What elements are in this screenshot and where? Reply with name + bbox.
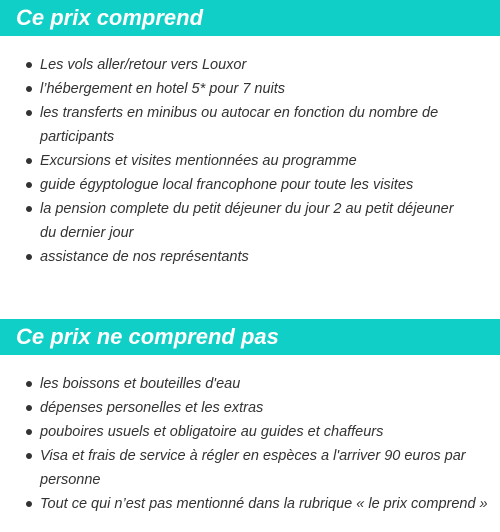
- list-item: [0, 197, 500, 245]
- bullet-icon: [26, 62, 32, 68]
- list-item-text: Visa et frais de service à régler en espèces a l'arriver 90 euros par personne: [40, 448, 466, 488]
- list-item-text: Excursions et visites mentionnées au programme: [40, 153, 357, 169]
- included-header: [0, 0, 500, 36]
- list-item: [0, 372, 500, 396]
- bullet-icon: [26, 429, 32, 435]
- list-item: [0, 101, 500, 149]
- bullet-icon: [26, 158, 32, 164]
- bullet-icon: [26, 453, 32, 459]
- list-item-text: guide égyptologue local francophone pour toute les visites: [40, 177, 414, 193]
- list-item-text: Tout ce qui n’est pas mentionné dans la rubrique « le prix comprend »: [40, 496, 488, 512]
- included-title: Ce prix comprend: [16, 5, 204, 30]
- list-item-text: l’hébergement en hotel 5* pour 7 nuits: [40, 81, 286, 97]
- list-item-text: la pension complete du petit déjeuner du jour 2 au petit déjeuner du dernier jour: [40, 201, 454, 241]
- bullet-icon: [26, 182, 32, 188]
- list-item-text: les boissons et bouteilles d'eau: [40, 376, 241, 392]
- list-item: [0, 492, 500, 516]
- list-item: [0, 149, 500, 173]
- list-item-text: les transferts en minibus ou autocar en fonction du nombre de participants: [40, 105, 439, 145]
- bullet-icon: [26, 110, 32, 116]
- list-item: [0, 53, 500, 77]
- excluded-header: [0, 319, 500, 355]
- excluded-list: [0, 372, 500, 516]
- list-item: [0, 396, 500, 420]
- bullet-icon: [26, 86, 32, 92]
- list-item: [0, 77, 500, 101]
- list-item: [0, 420, 500, 444]
- excluded-section: [0, 319, 500, 516]
- bullet-icon: [26, 206, 32, 212]
- bullet-icon: [26, 381, 32, 387]
- list-item-text: dépenses personelles et les extras: [40, 400, 264, 416]
- list-item: [0, 173, 500, 197]
- list-item-text: pouboires usuels et obligatoire au guides et chaffeurs: [40, 424, 384, 440]
- included-list: [0, 53, 500, 269]
- list-item-text: assistance de nos représentants: [40, 249, 249, 265]
- list-item: [0, 444, 500, 492]
- list-item-text: Les vols aller/retour vers Louxor: [40, 57, 247, 73]
- list-item: [0, 245, 500, 269]
- excluded-title: Ce prix ne comprend pas: [16, 324, 279, 349]
- bullet-icon: [26, 254, 32, 260]
- bullet-icon: [26, 501, 32, 507]
- bullet-icon: [26, 405, 32, 411]
